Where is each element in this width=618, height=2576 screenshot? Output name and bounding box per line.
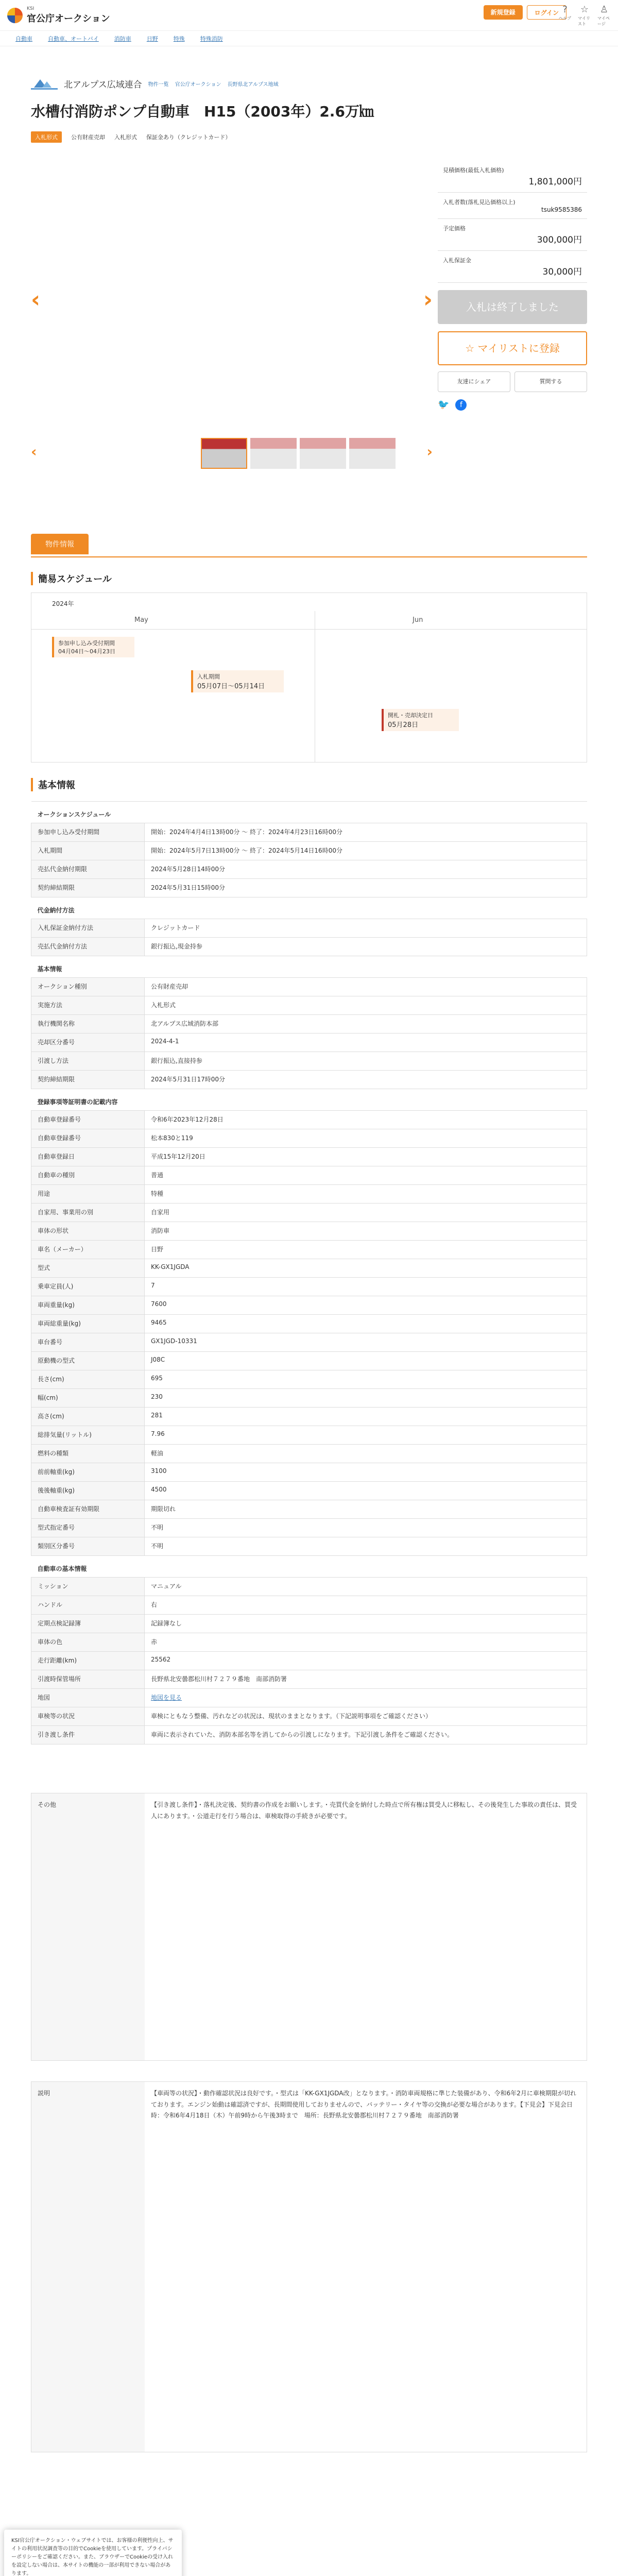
group-label: 登録事項等証明書の記載内容 bbox=[31, 1089, 587, 1111]
org-logo-icon bbox=[31, 78, 58, 90]
row-key: 長さ(cm) bbox=[31, 1370, 145, 1389]
table-row bbox=[31, 919, 587, 938]
other-text: 【引き渡し条件】・落札決定後、契約書の作成をお願いします。・売買代金を納付した時点で所有権は買受人に移転し、その後発生した事故の責任は、買受人にあります。・公道走行を行う場合は、車検取得の手続きが必要です。 bbox=[151, 1801, 577, 1820]
page-title: 水槽付消防ポンプ自動車 H15（2003年）2.6万㎞ bbox=[31, 103, 374, 120]
row-key: 参加申し込み受付期間 bbox=[31, 823, 145, 842]
row-key: 幅(cm) bbox=[31, 1389, 145, 1408]
tag: 公有財産売却 bbox=[71, 134, 105, 141]
twitter-icon[interactable]: 🐦 bbox=[438, 399, 450, 410]
group-label: 基本情報 bbox=[31, 956, 587, 978]
row-value: 281 bbox=[145, 1408, 587, 1426]
row-key: 車検等の状況 bbox=[31, 1707, 145, 1726]
row-value: 7.96 bbox=[145, 1426, 587, 1445]
thumbnail[interactable] bbox=[250, 438, 297, 469]
table-row bbox=[31, 1463, 587, 1482]
table-row bbox=[31, 1333, 587, 1352]
bidder-value: tsuk9585386 bbox=[541, 206, 582, 213]
table-row bbox=[31, 1185, 587, 1204]
table-row bbox=[31, 1633, 587, 1652]
row-value: 2024-4-1 bbox=[145, 1033, 587, 1052]
nav-item[interactable]: 消防車 bbox=[114, 35, 131, 42]
table-row bbox=[31, 1578, 587, 1596]
table-row bbox=[31, 978, 587, 996]
row-value: 右 bbox=[145, 1596, 587, 1615]
row-key: 高さ(cm) bbox=[31, 1408, 145, 1426]
row-key: 後後軸重(kg) bbox=[31, 1482, 145, 1500]
table-row bbox=[31, 1596, 587, 1615]
table-row bbox=[31, 1707, 587, 1726]
row-key: 類別区分番号 bbox=[31, 1537, 145, 1556]
deposit-value: 30,000円 bbox=[542, 267, 582, 277]
table-row bbox=[31, 1033, 587, 1052]
table-row bbox=[31, 879, 587, 897]
row-value: マニュアル bbox=[145, 1578, 587, 1596]
nav-item[interactable]: 特殊 bbox=[173, 35, 185, 42]
row-key: 総排気量(リットル) bbox=[31, 1426, 145, 1445]
format-badge: 入札形式 bbox=[31, 131, 62, 143]
question-button[interactable]: 質問する bbox=[514, 371, 587, 392]
row-value: 7600 bbox=[145, 1296, 587, 1315]
row-value: 695 bbox=[145, 1370, 587, 1389]
row-value: 7 bbox=[145, 1278, 587, 1296]
table-row bbox=[31, 1278, 587, 1296]
table-row bbox=[31, 1241, 587, 1259]
row-key: 自動車登録番号 bbox=[31, 1129, 145, 1148]
row-value: 開始：2024年4月4日13時00分 ～ 終了：2024年4月23日16時00分 bbox=[145, 823, 587, 842]
row-key: 自動車登録番号 bbox=[31, 1111, 145, 1129]
row-value: 銀行振込,直接持参 bbox=[145, 1052, 587, 1071]
thumbnail[interactable] bbox=[201, 438, 247, 469]
nav-item[interactable]: 自動車 bbox=[15, 35, 32, 42]
row-key: ハンドル bbox=[31, 1596, 145, 1615]
thumbs-next-icon[interactable]: › bbox=[426, 443, 433, 460]
row-value: 2024年5月28日14時00分 bbox=[145, 860, 587, 879]
row-key: 引き渡し条件 bbox=[31, 1726, 145, 1744]
row-key: 実施方法 bbox=[31, 996, 145, 1015]
row-key: 原動機の型式 bbox=[31, 1352, 145, 1370]
table-row bbox=[31, 1259, 587, 1278]
table-row bbox=[31, 1015, 587, 1033]
prev-arrow-icon[interactable]: ‹ bbox=[31, 286, 41, 313]
image-gallery bbox=[31, 160, 433, 474]
facebook-icon[interactable]: f bbox=[455, 399, 467, 411]
star-icon: ☆ bbox=[465, 342, 478, 354]
share-button[interactable]: 友達にシェア bbox=[438, 371, 510, 392]
table-row bbox=[31, 1370, 587, 1389]
next-arrow-icon[interactable]: › bbox=[423, 286, 433, 313]
notes-text: 【車両等の状況】・動作確認状況は良好です。・型式は「KK-GX1JGDA改」となります。・消防車両規格に準じた装備があり、令和6年2月に車検期限が切れております。エンジン始動は確認済ですが、長期間使用しておりませんので、バッテリー・タイヤ等の交換が必要な場合があります。【下見会】下見会日時：令和6年4月18日（木）午前9時から午後3時まで 場所：長野県北安曇郡松川村７２７９番地 南部消防署 bbox=[151, 2090, 576, 2120]
row-value: 25562 bbox=[145, 1652, 587, 1670]
row-value: 平成15年12月20日 bbox=[145, 1148, 587, 1166]
row-key: 引渡時保管場所 bbox=[31, 1670, 145, 1689]
table-row bbox=[31, 1389, 587, 1408]
table-row bbox=[31, 1689, 587, 1707]
row-value: 日野 bbox=[145, 1241, 587, 1259]
schedule-chart: 2024年 May Jun 参加申し込み受付期間 04月04日～04月23日 入札期間 05月07日～05月14日 開札・売却決定日 05月28日 bbox=[31, 592, 587, 762]
planned-price: 300,000円 bbox=[537, 235, 582, 245]
row-value: KK-GX1JGDA bbox=[145, 1259, 587, 1278]
table-row bbox=[31, 1129, 587, 1148]
row-value: 松本830と119 bbox=[145, 1129, 587, 1148]
schedule-bar[interactable]: 開札・売却決定日 05月28日 bbox=[382, 709, 459, 731]
mypage-icon[interactable]: ♙ マイページ bbox=[597, 4, 610, 26]
other-box: その他 【引き渡し条件】・落札決定後、契約書の作成をお願いします。・売買代金を納付した時点で所有権は買受人に移転し、その後発生した事故の責任は、買受人にあります。・公道走行を行う場合は、車検取得の手続きが必要です。 bbox=[31, 1793, 587, 2061]
row-key: オークション種別 bbox=[31, 978, 145, 996]
table-row bbox=[31, 1148, 587, 1166]
table-row bbox=[31, 956, 587, 978]
nav-item[interactable]: 日野 bbox=[146, 35, 158, 42]
thumbs-prev-icon[interactable]: ‹ bbox=[31, 443, 37, 460]
row-key: 車体の色 bbox=[31, 1633, 145, 1652]
tab-item-info[interactable]: 物件情報 bbox=[31, 534, 89, 554]
row-value: 普通 bbox=[145, 1166, 587, 1185]
add-mylist-button[interactable]: ☆ マイリストに登録 bbox=[438, 331, 587, 365]
table-row bbox=[31, 1482, 587, 1500]
login-button[interactable]: ログイン bbox=[527, 5, 566, 20]
table-row bbox=[31, 1296, 587, 1315]
schedule-bar[interactable]: 参加申し込み受付期間 04月04日～04月23日 bbox=[52, 637, 134, 657]
group-label: オークションスケジュール bbox=[31, 802, 587, 823]
table-row bbox=[31, 1670, 587, 1689]
row-key: 契約締結期限 bbox=[31, 1071, 145, 1089]
tag: 保証金あり（クレジットカード） bbox=[146, 134, 231, 141]
row-value: クレジットカード bbox=[145, 919, 587, 938]
notes-box: 説明 【車両等の状況】・動作確認状況は良好です。・型式は「KK-GX1JGDA改」となります。・消防車両規格に準じた装備があり、令和6年2月に車検期限が切れております。エンジン始動は確認済ですが、長期間使用しておりませんので、バッテリー・タイヤ等の交換が必要な場合があります。【下見会】下見会日時：令和6年4月18日（木）午前9時から午後3時まで 場所：長野県北安曇郡松川村７２７９番地 南部消防署 bbox=[31, 2081, 587, 2452]
mylist-icon[interactable]: ☆ マイリスト bbox=[578, 4, 590, 26]
row-value: 消防車 bbox=[145, 1222, 587, 1241]
row-key: 入札期間 bbox=[31, 842, 145, 860]
crumb[interactable]: 物件一覧 bbox=[148, 82, 169, 88]
crumb[interactable]: 長野県北アルプス地域 bbox=[227, 82, 279, 88]
category-nav bbox=[0, 31, 618, 46]
row-value: 赤 bbox=[145, 1633, 587, 1652]
table-row bbox=[31, 1204, 587, 1222]
group-label: 代金納付方法 bbox=[31, 897, 587, 919]
table-row bbox=[31, 1222, 587, 1241]
row-value: 4500 bbox=[145, 1482, 587, 1500]
table-row bbox=[31, 1652, 587, 1670]
row-value: 3100 bbox=[145, 1463, 587, 1482]
table-row bbox=[31, 897, 587, 919]
table-row bbox=[31, 1519, 587, 1537]
row-value: 入札形式 bbox=[145, 996, 587, 1015]
row-value: 自家用 bbox=[145, 1204, 587, 1222]
schedule-heading: 簡易スケジュール bbox=[31, 572, 587, 585]
table-row bbox=[31, 1726, 587, 1744]
table-row bbox=[31, 1408, 587, 1426]
tag: 入札形式 bbox=[114, 134, 137, 141]
crumb[interactable]: 官公庁オークション bbox=[175, 82, 221, 88]
table-row bbox=[31, 1071, 587, 1089]
row-key: 車体の形状 bbox=[31, 1222, 145, 1241]
group-label: 自動車の基本情報 bbox=[31, 1556, 587, 1578]
row-key: 車台番号 bbox=[31, 1333, 145, 1352]
table-row bbox=[31, 1615, 587, 1633]
row-key: 地図 bbox=[31, 1689, 145, 1707]
table-row bbox=[31, 842, 587, 860]
row-key: 自動車検査証有効期限 bbox=[31, 1500, 145, 1519]
row-key: 型式 bbox=[31, 1259, 145, 1278]
row-key: 売払代金納付期限 bbox=[31, 860, 145, 879]
row-value: 令和6年2023年12月28日 bbox=[145, 1111, 587, 1129]
row-value: 期限切れ bbox=[145, 1500, 587, 1519]
site-logo[interactable]: KSI 官公庁オークション bbox=[7, 6, 110, 25]
row-value: 車両に表示されていた、消防本部名等を消してからの引渡しになります。下記引渡し条件をご確認ください。 bbox=[145, 1726, 587, 1744]
table-row bbox=[31, 1315, 587, 1333]
row-value: 230 bbox=[145, 1389, 587, 1408]
nav-item[interactable]: 自動車、オートバイ bbox=[48, 35, 99, 42]
row-value: 特種 bbox=[145, 1185, 587, 1204]
row-value: 不明 bbox=[145, 1537, 587, 1556]
row-key: ミッション bbox=[31, 1578, 145, 1596]
row-value: 長野県北安曇郡松川村７２７９番地 南部消防署 bbox=[145, 1670, 587, 1689]
start-price: 1,801,000円 bbox=[528, 177, 582, 187]
table-row bbox=[31, 1537, 587, 1556]
row-value: 記録簿なし bbox=[145, 1615, 587, 1633]
row-value: 銀行振込,現金持参 bbox=[145, 938, 587, 956]
row-value: 軽油 bbox=[145, 1445, 587, 1463]
row-key: 車両重量(kg) bbox=[31, 1296, 145, 1315]
thumbnail[interactable] bbox=[349, 438, 396, 469]
row-key: 定期点検記録簿 bbox=[31, 1615, 145, 1633]
row-key: 燃料の種類 bbox=[31, 1445, 145, 1463]
table-row bbox=[31, 802, 587, 823]
row-key: 用途 bbox=[31, 1185, 145, 1204]
row-key: 入札保証金納付方法 bbox=[31, 919, 145, 938]
row-key: 売払代金納付方法 bbox=[31, 938, 145, 956]
header bbox=[0, 0, 618, 31]
logo-mark-icon bbox=[7, 8, 23, 23]
row-key: 売却区分番号 bbox=[31, 1033, 145, 1052]
row-value: 不明 bbox=[145, 1519, 587, 1537]
table-row bbox=[31, 1352, 587, 1370]
row-key: 契約締結期限 bbox=[31, 879, 145, 897]
row-key: 引渡し方法 bbox=[31, 1052, 145, 1071]
row-key: 型式指定番号 bbox=[31, 1519, 145, 1537]
row-value: GX1JGD-10331 bbox=[145, 1333, 587, 1352]
row-value: 開始：2024年5月7日13時00分 ～ 終了：2024年5月14日16時00分 bbox=[145, 842, 587, 860]
cookie-banner: KSI官公庁オークション・ウェブサイトでは、お客様の利便性向上、サイトの利用状況調査等の目的でCookieを使用しています。プライバシーポリシーをご確認ください。また、ブラウザーでCookieの受け入れを設定しない場合は、本サイトの機能の一部が利用できない場合があります。 bbox=[4, 2530, 182, 2576]
row-key: 自家用、事業用の別 bbox=[31, 1204, 145, 1222]
row-value: 9465 bbox=[145, 1315, 587, 1333]
info-table bbox=[31, 801, 587, 1744]
row-value: J08C bbox=[145, 1352, 587, 1370]
nav-item[interactable]: 特殊消防 bbox=[200, 35, 223, 42]
row-key: 前前軸重(kg) bbox=[31, 1463, 145, 1482]
table-row bbox=[31, 823, 587, 842]
basic-info-heading: 基本情報 bbox=[31, 778, 587, 791]
row-key: 自動車の種別 bbox=[31, 1166, 145, 1185]
help-icon[interactable]: ? ヘルプ bbox=[559, 4, 571, 21]
register-button[interactable]: 新規登録 bbox=[484, 5, 523, 20]
row-key: 乗車定員(人) bbox=[31, 1278, 145, 1296]
table-row bbox=[31, 1556, 587, 1578]
table-row bbox=[31, 1052, 587, 1071]
table-row bbox=[31, 1445, 587, 1463]
bid-panel: 見積価格(最低入札価格) 1,801,000円 入札者数(落札見込価格以上) tsuk9585386 予定価格 300,000円 入札保証金 30,000円 入札は終了しました ☆ マイリストに登録 友達にシェア 質問する 🐦 f bbox=[438, 161, 587, 411]
table-row bbox=[31, 938, 587, 956]
table-row bbox=[31, 1111, 587, 1129]
table-row bbox=[31, 1166, 587, 1185]
table-row bbox=[31, 860, 587, 879]
table-row bbox=[31, 996, 587, 1015]
org-name[interactable]: 北アルプス広域連合 bbox=[64, 80, 142, 90]
row-value: 2024年5月31日15時00分 bbox=[145, 879, 587, 897]
row-value: 車検にともなう整備、汚れなどの状況は、現状のままとなります。（下記説明事項をご確認ください） bbox=[145, 1707, 587, 1726]
map-link[interactable]: 地図を見る bbox=[151, 1694, 182, 1701]
row-key: 執行機関名称 bbox=[31, 1015, 145, 1033]
row-value: 公有財産売却 bbox=[145, 978, 587, 996]
row-key: 走行距離(km) bbox=[31, 1652, 145, 1670]
bid-closed-button[interactable]: 入札は終了しました bbox=[438, 290, 587, 324]
row-key: 自動車登録日 bbox=[31, 1148, 145, 1166]
thumbnail[interactable] bbox=[300, 438, 346, 469]
row-value: 北アルプス広域消防本部 bbox=[145, 1015, 587, 1033]
table-row bbox=[31, 1089, 587, 1111]
row-key: 車名（メーカー） bbox=[31, 1241, 145, 1259]
table-row bbox=[31, 1500, 587, 1519]
table-row bbox=[31, 1426, 587, 1445]
row-key: 車両総重量(kg) bbox=[31, 1315, 145, 1333]
row-value: 2024年5月31日17時00分 bbox=[145, 1071, 587, 1089]
schedule-bar[interactable]: 入札期間 05月07日～05月14日 bbox=[191, 670, 284, 692]
